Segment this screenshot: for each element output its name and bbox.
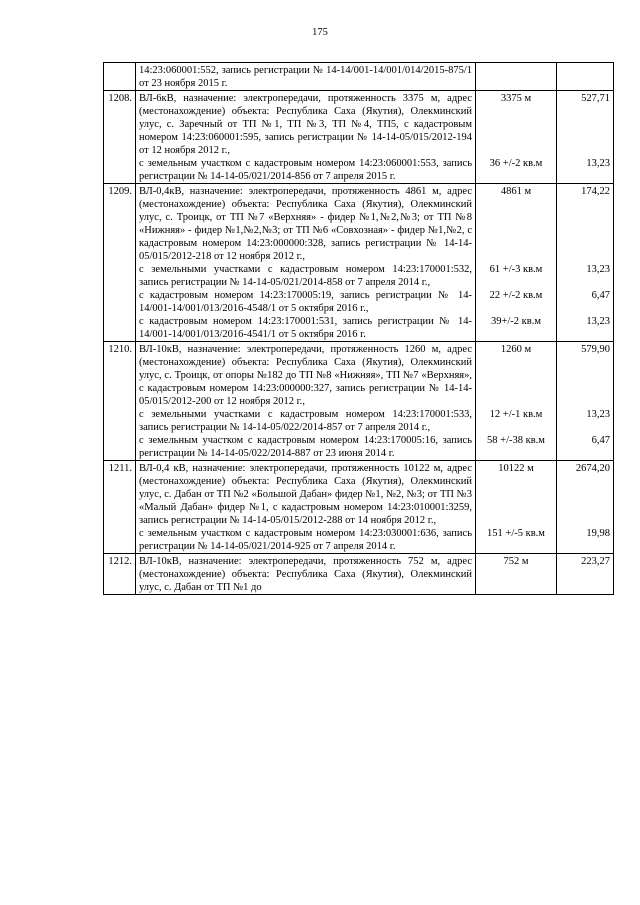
- table-row: [104, 63, 614, 91]
- value: 13,23: [586, 409, 610, 420]
- object-description-cell: [136, 554, 476, 595]
- quantity: 61 +/-3 кв.м: [489, 264, 543, 275]
- row-number: 1208.: [104, 91, 136, 184]
- value: 13,23: [586, 316, 610, 327]
- object-description-cell: [136, 91, 476, 184]
- row-number: 1209.: [104, 184, 136, 342]
- object-description: ВЛ-0,4 кВ, назначение: электропередачи, протяженность 10122 м, адрес (местонахождение) объекта: Республика Саха (Якутия), Олекминский улус, с. Дабан от ТП №2 «Большой Дабан» фидер №1, №2, №3; от ТП №3 «Малый Дабан» фидер №1, с кадастровым номером 14:23:010001:3259, запись регистрации № 14-14-05/015/2012-288 от 14 ноября 2012 г.,: [139, 463, 472, 526]
- object-description: ВЛ-10кВ, назначение: электропередачи, протяженность 752 м, адрес (местонахождение) объекта: Республика Саха (Якутия), Олекминский улус, с. Дабан от ТП №1 до: [139, 556, 472, 593]
- quantity: 4861 м: [500, 186, 532, 197]
- quantity-cell: [476, 554, 557, 595]
- value-cell: [557, 554, 614, 595]
- value-cell: [557, 91, 614, 184]
- quantity-cell: [476, 342, 557, 461]
- quantity-cell: [476, 184, 557, 342]
- quantity: 12 +/-1 кв.м: [489, 409, 543, 420]
- page-number: 175: [312, 27, 328, 38]
- object-description-cell: [136, 342, 476, 461]
- value: 579,90: [581, 344, 610, 355]
- object-description: ВЛ-10кВ, назначение: электропередачи, протяженность 1260 м, адрес (местонахождение) объекта: Республика Саха (Якутия), Олекминский улус, с. Троицк, от опоры №182 до ТП №8 «Нижняя», ТП №7 «Верхняя», с кадастровым номером 14:23:000000:327, запись регистрации № 14-14-05/015/2012-200 от 12 ноября 2012 г.,: [139, 344, 472, 407]
- row-number: [104, 63, 136, 91]
- object-description-cell: [136, 63, 476, 91]
- quantity: 151 +/-5 кв.м: [487, 528, 545, 539]
- object-description: с кадастровым номером 14:23:170005:19, запись регистрации № 14-14/001-14/001/013/2016-4548/1 от 5 октября 2016 г.,: [139, 290, 472, 314]
- value: 6,47: [591, 290, 610, 301]
- row-number: 1211.: [104, 461, 136, 554]
- value-cell: [557, 342, 614, 461]
- value: 527,71: [581, 93, 610, 104]
- quantity: 22 +/-2 кв.м: [489, 290, 543, 301]
- object-description: с земельным участком с кадастровым номером 14:23:170005:16, запись регистрации № 14-14-05/022/2014-887 от 23 июня 2014 г.: [139, 435, 472, 459]
- value-cell: [557, 184, 614, 342]
- table-row: [104, 342, 614, 461]
- registry-table-body: [104, 63, 614, 595]
- row-number: 1210.: [104, 342, 136, 461]
- quantity: 58 +/-38 кв.м: [487, 435, 545, 446]
- registry-table: [103, 62, 614, 595]
- value: 2674,20: [575, 463, 610, 474]
- object-description: с земельными участками с кадастровым номером 14:23:170001:532, запись регистрации № 14-14-05/021/2014-858 от 7 апреля 2014 г.,: [139, 264, 472, 288]
- object-description: с земельными участками с кадастровым номером 14:23:170001:533, запись регистрации № 14-14-05/022/2014-857 от 7 апреля 2014 г.,: [139, 409, 472, 433]
- object-description: 14:23:060001:552, запись регистрации № 14-14/001-14/001/014/2015-875/1 от 23 ноября 2015 г.: [139, 65, 472, 89]
- value: 19,98: [586, 528, 610, 539]
- quantity: 3375 м: [500, 93, 532, 104]
- object-description: ВЛ-0,4кВ, назначение: электропередачи, протяженность 4861 м, адрес (местонахождение) объекта: Республика Саха (Якутия), Олекминский улус, с. Троицк, от ТП №7 «Верхняя» - фидер №1,№2,№3; от ТП №8 «Нижняя» - фидер №1,№2,№3; от ТП №6 «Совхозная» - фидер №1,№2, с кадастровым номером 14:23:000000:328, запись регистрации № 14-14-05/015/2012-218 от 12 ноября 2012 г.,: [139, 186, 472, 262]
- object-description-cell: [136, 461, 476, 554]
- value: 6,47: [591, 435, 610, 446]
- object-description: с земельным участком с кадастровым номером 14:23:060001:553, запись регистрации № 14-14-05/021/2014-856 от 7 апреля 2015 г.: [139, 158, 472, 182]
- quantity-cell: [476, 461, 557, 554]
- value: 174,22: [581, 186, 610, 197]
- quantity-cell: [476, 91, 557, 184]
- value: 13,23: [586, 264, 610, 275]
- value: 13,23: [586, 158, 610, 169]
- object-description: с кадастровым номером 14:23:170001:531, запись регистрации № 14-14/001-14/001/013/2016-4541/1 от 5 октября 2016 г.: [139, 316, 472, 340]
- quantity-cell: [476, 63, 557, 91]
- value-cell: [557, 461, 614, 554]
- row-number: 1212.: [104, 554, 136, 595]
- quantity: 10122 м: [498, 463, 534, 474]
- table-row: [104, 461, 614, 554]
- object-description: ВЛ-6кВ, назначение: электропередачи, протяженность 3375 м, адрес (местонахождение) объекта: Республика Саха (Якутия), Олекминский улус, с. Заречный от ТП №1, ТП №3, ТП №4, ТП5, с кадастровым номером 14:23:060001:595, запись регистрации № 14-14-05/015/2012-194 от 12 ноября 2012 г.,: [139, 93, 472, 156]
- object-description: с земельным участком с кадастровым номером 14:23:030001:636, запись регистрации № 14-14-05/021/2014-925 от 7 апреля 2014 г.: [139, 528, 472, 552]
- quantity: 39+/-2 кв.м: [490, 316, 542, 327]
- table-row: [104, 184, 614, 342]
- quantity: 1260 м: [500, 344, 532, 355]
- value: 223,27: [581, 556, 610, 567]
- quantity: 752 м: [503, 556, 529, 567]
- table-row: [104, 91, 614, 184]
- value-cell: [557, 63, 614, 91]
- object-description-cell: [136, 184, 476, 342]
- quantity: 36 +/-2 кв.м: [489, 158, 543, 169]
- table-row: [104, 554, 614, 595]
